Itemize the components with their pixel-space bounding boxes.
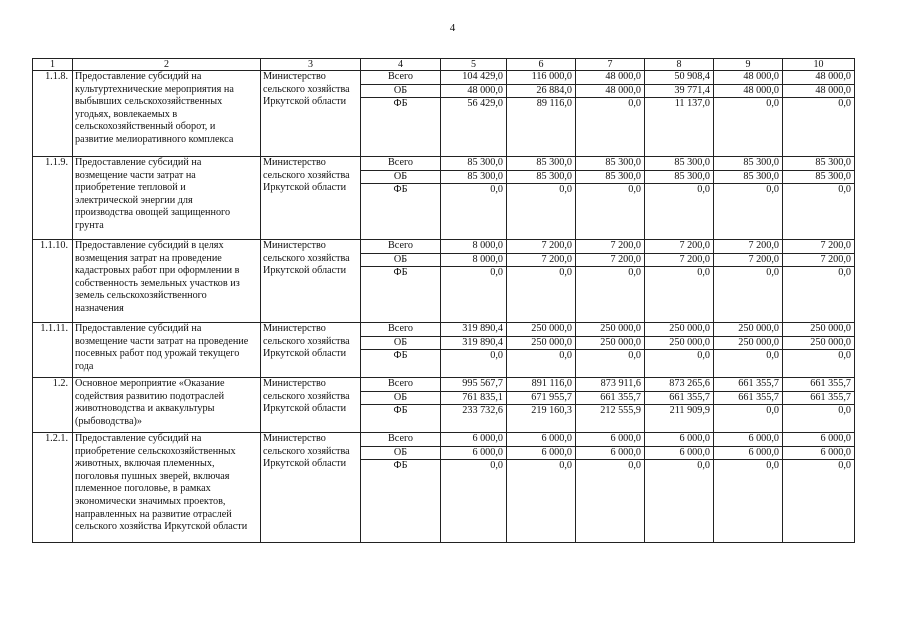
amount-value: 48 000,0 xyxy=(714,85,782,99)
amount-cell xyxy=(507,157,576,240)
row-name-line: Предоставление субсидий на xyxy=(75,157,202,168)
amount-cell xyxy=(441,71,507,157)
amount-value: 48 000,0 xyxy=(576,71,644,85)
row-name-line: собственность земельных участков из xyxy=(75,277,240,289)
executor-line: Министерство xyxy=(263,378,326,389)
funding-source-label: ФБ xyxy=(393,405,408,417)
amount-value: 0,0 xyxy=(838,460,851,472)
amount-cell xyxy=(783,378,855,433)
amount-value: 661 355,7 xyxy=(714,378,782,392)
row-name-line: животноводства и аквакультуры xyxy=(75,403,215,415)
amount-value: 250 000,0 xyxy=(783,323,854,337)
amount-value: 250 000,0 xyxy=(507,337,575,351)
table-row xyxy=(33,433,855,543)
funding-source-label: ОБ xyxy=(361,447,440,461)
row-name-line: экономически значимых проектов, xyxy=(75,495,226,507)
amount-value: 250 000,0 xyxy=(645,323,713,337)
row-name-line: культуртехнические мероприятия на xyxy=(75,83,234,95)
amount-cell xyxy=(441,240,507,323)
amount-value: 0,0 xyxy=(697,460,710,472)
executor-line: сельского хозяйства xyxy=(263,252,350,264)
amount-value: 85 300,0 xyxy=(576,171,644,185)
executor-cell xyxy=(261,157,361,240)
row-code-cell xyxy=(33,240,73,323)
amount-cell xyxy=(576,433,645,543)
amount-cell xyxy=(645,323,714,378)
amount-value: 661 355,7 xyxy=(783,392,854,406)
funding-source-label: Всего xyxy=(361,323,440,337)
amount-value: 250 000,0 xyxy=(645,337,713,351)
page-number: 4 xyxy=(449,22,456,34)
row-name-line: сельского хозяйства Иркутской области xyxy=(75,521,248,533)
amount-value: 85 300,0 xyxy=(645,171,713,185)
row-name-cell xyxy=(73,157,261,240)
row-code: 1.1.11. xyxy=(40,323,68,334)
amount-cell xyxy=(576,323,645,378)
amount-value: 89 116,0 xyxy=(536,98,572,110)
amount-value: 250 000,0 xyxy=(507,323,575,337)
row-name-line: возмещение части затрат на xyxy=(75,169,196,181)
amount-cell xyxy=(576,378,645,433)
row-name-line: животных, включая племенных, xyxy=(75,458,215,470)
funding-source-label: ФБ xyxy=(393,184,408,196)
executor-line: Министерство xyxy=(263,240,326,251)
row-name-cell xyxy=(73,240,261,323)
amount-value: 0,0 xyxy=(490,184,503,196)
amount-value: 0,0 xyxy=(559,267,572,279)
amount-cell xyxy=(714,378,783,433)
amount-value: 6 000,0 xyxy=(645,447,713,461)
row-name-line: развитие мелиоративного комплекса xyxy=(75,133,234,145)
amount-value: 0,0 xyxy=(628,184,641,196)
amount-value: 761 835,1 xyxy=(441,392,506,406)
executor-line: сельского хозяйства xyxy=(263,390,350,402)
row-name-line: производства овощей защищенного xyxy=(75,207,231,219)
column-number-row xyxy=(33,59,855,71)
amount-cell xyxy=(714,323,783,378)
row-name-cell xyxy=(73,323,261,378)
amount-cell xyxy=(441,433,507,543)
row-name-line: посевных работ под урожай текущего xyxy=(75,348,240,360)
row-name-line: (рыбоводства)» xyxy=(75,415,142,427)
amount-value: 85 300,0 xyxy=(507,171,575,185)
amount-value: 0,0 xyxy=(490,350,503,362)
amount-value: 7 200,0 xyxy=(576,240,644,254)
amount-value: 0,0 xyxy=(766,184,779,196)
funding-source-cell xyxy=(361,323,441,378)
row-code: 1.1.10. xyxy=(39,240,68,251)
amount-value: 250 000,0 xyxy=(714,337,782,351)
amount-value: 0,0 xyxy=(838,184,851,196)
amount-value: 7 200,0 xyxy=(645,254,713,268)
amount-cell xyxy=(783,323,855,378)
amount-value: 85 300,0 xyxy=(714,157,782,171)
row-name-line: года xyxy=(75,360,94,372)
amount-value: 0,0 xyxy=(766,350,779,362)
executor-line: Иркутской области xyxy=(263,348,347,360)
funding-source-cell xyxy=(361,71,441,157)
amount-value: 995 567,7 xyxy=(441,378,506,392)
funding-source-label: ФБ xyxy=(393,460,408,472)
column-number: 2 xyxy=(73,59,261,71)
amount-value: 0,0 xyxy=(766,460,779,472)
amount-value: 8 000,0 xyxy=(441,254,506,268)
amount-value: 85 300,0 xyxy=(507,157,575,171)
amount-value: 0,0 xyxy=(628,98,641,110)
executor-line: Иркутской области xyxy=(263,265,347,277)
funding-source-cell xyxy=(361,240,441,323)
amount-value: 219 160,3 xyxy=(531,405,572,417)
amount-value: 6 000,0 xyxy=(441,447,506,461)
amount-cell xyxy=(714,71,783,157)
row-code: 1.2. xyxy=(52,378,68,389)
amount-value: 8 000,0 xyxy=(441,240,506,254)
executor-line: Иркутской области xyxy=(263,96,347,108)
executor-line: сельского хозяйства xyxy=(263,83,350,95)
amount-cell xyxy=(507,433,576,543)
row-name-line: возмещение части затрат на проведение xyxy=(75,335,249,347)
amount-value: 211 909,9 xyxy=(669,405,710,417)
row-name-line: грунта xyxy=(75,219,104,231)
funding-table xyxy=(32,58,855,543)
funding-source-label: ОБ xyxy=(361,337,440,351)
column-number: 9 xyxy=(714,59,783,71)
amount-value: 873 265,6 xyxy=(645,378,713,392)
amount-cell xyxy=(507,378,576,433)
row-name-cell xyxy=(73,378,261,433)
table-row xyxy=(33,323,855,378)
amount-value: 6 000,0 xyxy=(645,433,713,447)
executor-line: сельского хозяйства xyxy=(263,169,350,181)
amount-cell xyxy=(714,240,783,323)
amount-value: 661 355,7 xyxy=(783,378,854,392)
row-code: 1.1.9. xyxy=(45,157,68,168)
amount-value: 56 429,0 xyxy=(467,98,503,110)
amount-value: 0,0 xyxy=(559,460,572,472)
amount-value: 7 200,0 xyxy=(576,254,644,268)
amount-value: 0,0 xyxy=(838,267,851,279)
amount-value: 661 355,7 xyxy=(645,392,713,406)
column-number: 4 xyxy=(361,59,441,71)
amount-value: 6 000,0 xyxy=(714,447,782,461)
amount-value: 6 000,0 xyxy=(507,433,575,447)
funding-source-label: Всего xyxy=(361,71,440,85)
amount-value: 661 355,7 xyxy=(576,392,644,406)
amount-value: 116 000,0 xyxy=(507,71,575,85)
amount-value: 6 000,0 xyxy=(576,447,644,461)
row-name-line: электрической энергии для xyxy=(75,194,193,206)
amount-value: 319 890,4 xyxy=(441,337,506,351)
row-name-line: направленных на развитие отраслей xyxy=(75,508,232,520)
executor-line: Министерство xyxy=(263,71,326,82)
amount-value: 0,0 xyxy=(559,184,572,196)
row-code-cell xyxy=(33,71,73,157)
column-number: 1 xyxy=(33,59,73,71)
column-number: 8 xyxy=(645,59,714,71)
row-code: 1.1.8. xyxy=(45,71,68,82)
table-row xyxy=(33,240,855,323)
amount-value: 671 955,7 xyxy=(507,392,575,406)
row-name-line: Основное мероприятие «Оказание xyxy=(75,378,225,389)
amount-value: 85 300,0 xyxy=(441,171,506,185)
amount-cell xyxy=(783,71,855,157)
amount-cell xyxy=(783,240,855,323)
amount-value: 48 000,0 xyxy=(714,71,782,85)
amount-value: 26 884,0 xyxy=(507,85,575,99)
funding-source-label: Всего xyxy=(361,433,440,447)
column-number: 5 xyxy=(441,59,507,71)
amount-value: 85 300,0 xyxy=(645,157,713,171)
funding-source-cell xyxy=(361,157,441,240)
row-name-cell xyxy=(73,433,261,543)
amount-value: 0,0 xyxy=(628,460,641,472)
amount-value: 48 000,0 xyxy=(576,85,644,99)
executor-line: Министерство xyxy=(263,433,326,444)
amount-cell xyxy=(441,323,507,378)
amount-value: 319 890,4 xyxy=(441,323,506,337)
row-name-line: поголовья пушных зверей, включая xyxy=(75,470,230,482)
amount-value: 0,0 xyxy=(697,350,710,362)
column-number: 6 xyxy=(507,59,576,71)
row-name-line: Предоставление субсидий на xyxy=(75,323,202,334)
executor-line: Министерство xyxy=(263,323,326,334)
column-number: 10 xyxy=(783,59,855,71)
row-code-cell xyxy=(33,433,73,543)
column-number: 7 xyxy=(576,59,645,71)
amount-value: 39 771,4 xyxy=(645,85,713,99)
funding-source-label: ОБ xyxy=(361,171,440,185)
amount-value: 250 000,0 xyxy=(783,337,854,351)
amount-value: 0,0 xyxy=(838,405,851,417)
amount-cell xyxy=(507,240,576,323)
amount-value: 0,0 xyxy=(766,405,779,417)
row-name-line: выбывших сельскохозяйственных xyxy=(75,96,223,108)
amount-cell xyxy=(714,157,783,240)
amount-value: 0,0 xyxy=(838,98,851,110)
amount-value: 104 429,0 xyxy=(441,71,506,85)
row-name-line: назначения xyxy=(75,302,124,314)
executor-line: Иркутской области xyxy=(263,182,347,194)
amount-cell xyxy=(441,157,507,240)
amount-cell xyxy=(507,71,576,157)
amount-value: 50 908,4 xyxy=(645,71,713,85)
amount-cell xyxy=(645,71,714,157)
amount-value: 873 911,6 xyxy=(576,378,644,392)
amount-value: 6 000,0 xyxy=(714,433,782,447)
funding-source-label: ФБ xyxy=(393,98,408,110)
row-code: 1.2.1. xyxy=(45,433,68,444)
amount-value: 48 000,0 xyxy=(783,71,854,85)
executor-line: Министерство xyxy=(263,157,326,168)
amount-value: 85 300,0 xyxy=(576,157,644,171)
amount-value: 48 000,0 xyxy=(441,85,506,99)
funding-source-label: Всего xyxy=(361,157,440,171)
amount-value: 85 300,0 xyxy=(783,171,854,185)
amount-value: 0,0 xyxy=(628,350,641,362)
executor-line: сельского хозяйства xyxy=(263,335,350,347)
executor-cell xyxy=(261,433,361,543)
row-name-line: Предоставление субсидий на xyxy=(75,71,202,82)
funding-source-label: ОБ xyxy=(361,85,440,99)
table-row xyxy=(33,378,855,433)
amount-value: 0,0 xyxy=(559,350,572,362)
row-name-line: приобретение сельскохозяйственных xyxy=(75,445,236,457)
amount-value: 7 200,0 xyxy=(507,240,575,254)
amount-cell xyxy=(783,157,855,240)
amount-cell xyxy=(441,378,507,433)
funding-source-label: ОБ xyxy=(361,392,440,406)
amount-value: 6 000,0 xyxy=(576,433,644,447)
amount-value: 0,0 xyxy=(766,98,779,110)
amount-value: 661 355,7 xyxy=(714,392,782,406)
amount-cell xyxy=(645,433,714,543)
row-name-line: сельскохозяйственный оборот, и xyxy=(75,121,216,133)
funding-source-label: ОБ xyxy=(361,254,440,268)
amount-cell xyxy=(645,240,714,323)
executor-line: Иркутской области xyxy=(263,403,347,415)
table-row xyxy=(33,157,855,240)
amount-cell xyxy=(714,433,783,543)
amount-value: 6 000,0 xyxy=(507,447,575,461)
row-code-cell xyxy=(33,378,73,433)
amount-value: 85 300,0 xyxy=(783,157,854,171)
row-name-line: Предоставление субсидий в целях xyxy=(75,240,224,251)
executor-cell xyxy=(261,71,361,157)
executor-cell xyxy=(261,323,361,378)
amount-value: 212 555,9 xyxy=(600,405,641,417)
row-name-line: приобретение тепловой и xyxy=(75,182,186,194)
column-number: 3 xyxy=(261,59,361,71)
executor-cell xyxy=(261,378,361,433)
funding-source-label: ФБ xyxy=(393,267,408,279)
amount-value: 250 000,0 xyxy=(576,323,644,337)
amount-value: 6 000,0 xyxy=(783,447,854,461)
row-name-line: кадастровых работ при оформлении в xyxy=(75,265,240,277)
amount-value: 7 200,0 xyxy=(507,254,575,268)
executor-line: сельского хозяйства xyxy=(263,445,350,457)
amount-value: 0,0 xyxy=(628,267,641,279)
row-name-line: земель сельскохозяйственного xyxy=(75,290,207,302)
amount-value: 6 000,0 xyxy=(441,433,506,447)
funding-source-label: Всего xyxy=(361,240,440,254)
funding-source-label: ФБ xyxy=(393,350,408,362)
amount-value: 891 116,0 xyxy=(507,378,575,392)
funding-source-label: Всего xyxy=(361,378,440,392)
amount-value: 7 200,0 xyxy=(714,254,782,268)
amount-cell xyxy=(783,433,855,543)
amount-value: 250 000,0 xyxy=(576,337,644,351)
amount-value: 0,0 xyxy=(697,184,710,196)
amount-value: 48 000,0 xyxy=(783,85,854,99)
amount-cell xyxy=(645,157,714,240)
amount-cell xyxy=(507,323,576,378)
row-code-cell xyxy=(33,323,73,378)
row-name-line: племенное поголовье, в рамках xyxy=(75,483,211,495)
amount-value: 7 200,0 xyxy=(645,240,713,254)
amount-value: 250 000,0 xyxy=(714,323,782,337)
amount-value: 0,0 xyxy=(697,267,710,279)
row-name-line: содействия развитию подотраслей xyxy=(75,390,225,402)
row-code-cell xyxy=(33,157,73,240)
amount-value: 7 200,0 xyxy=(783,254,854,268)
amount-value: 85 300,0 xyxy=(714,171,782,185)
amount-value: 7 200,0 xyxy=(714,240,782,254)
amount-cell xyxy=(576,71,645,157)
row-name-line: возмещения затрат на проведение xyxy=(75,252,222,264)
executor-cell xyxy=(261,240,361,323)
amount-value: 0,0 xyxy=(766,267,779,279)
row-name-line: Предоставление субсидий на xyxy=(75,433,202,444)
funding-source-cell xyxy=(361,433,441,543)
amount-value: 6 000,0 xyxy=(783,433,854,447)
amount-value: 233 732,6 xyxy=(462,405,503,417)
amount-cell xyxy=(576,240,645,323)
table-row xyxy=(33,71,855,157)
amount-value: 11 137,0 xyxy=(674,98,710,110)
amount-value: 7 200,0 xyxy=(783,240,854,254)
funding-source-cell xyxy=(361,378,441,433)
amount-value: 0,0 xyxy=(838,350,851,362)
amount-cell xyxy=(645,378,714,433)
amount-value: 85 300,0 xyxy=(441,157,506,171)
row-name-line: угодьях, вовлекаемых в xyxy=(75,108,178,120)
row-name-cell xyxy=(73,71,261,157)
amount-value: 0,0 xyxy=(490,460,503,472)
amount-value: 0,0 xyxy=(490,267,503,279)
amount-cell xyxy=(576,157,645,240)
executor-line: Иркутской области xyxy=(263,458,347,470)
